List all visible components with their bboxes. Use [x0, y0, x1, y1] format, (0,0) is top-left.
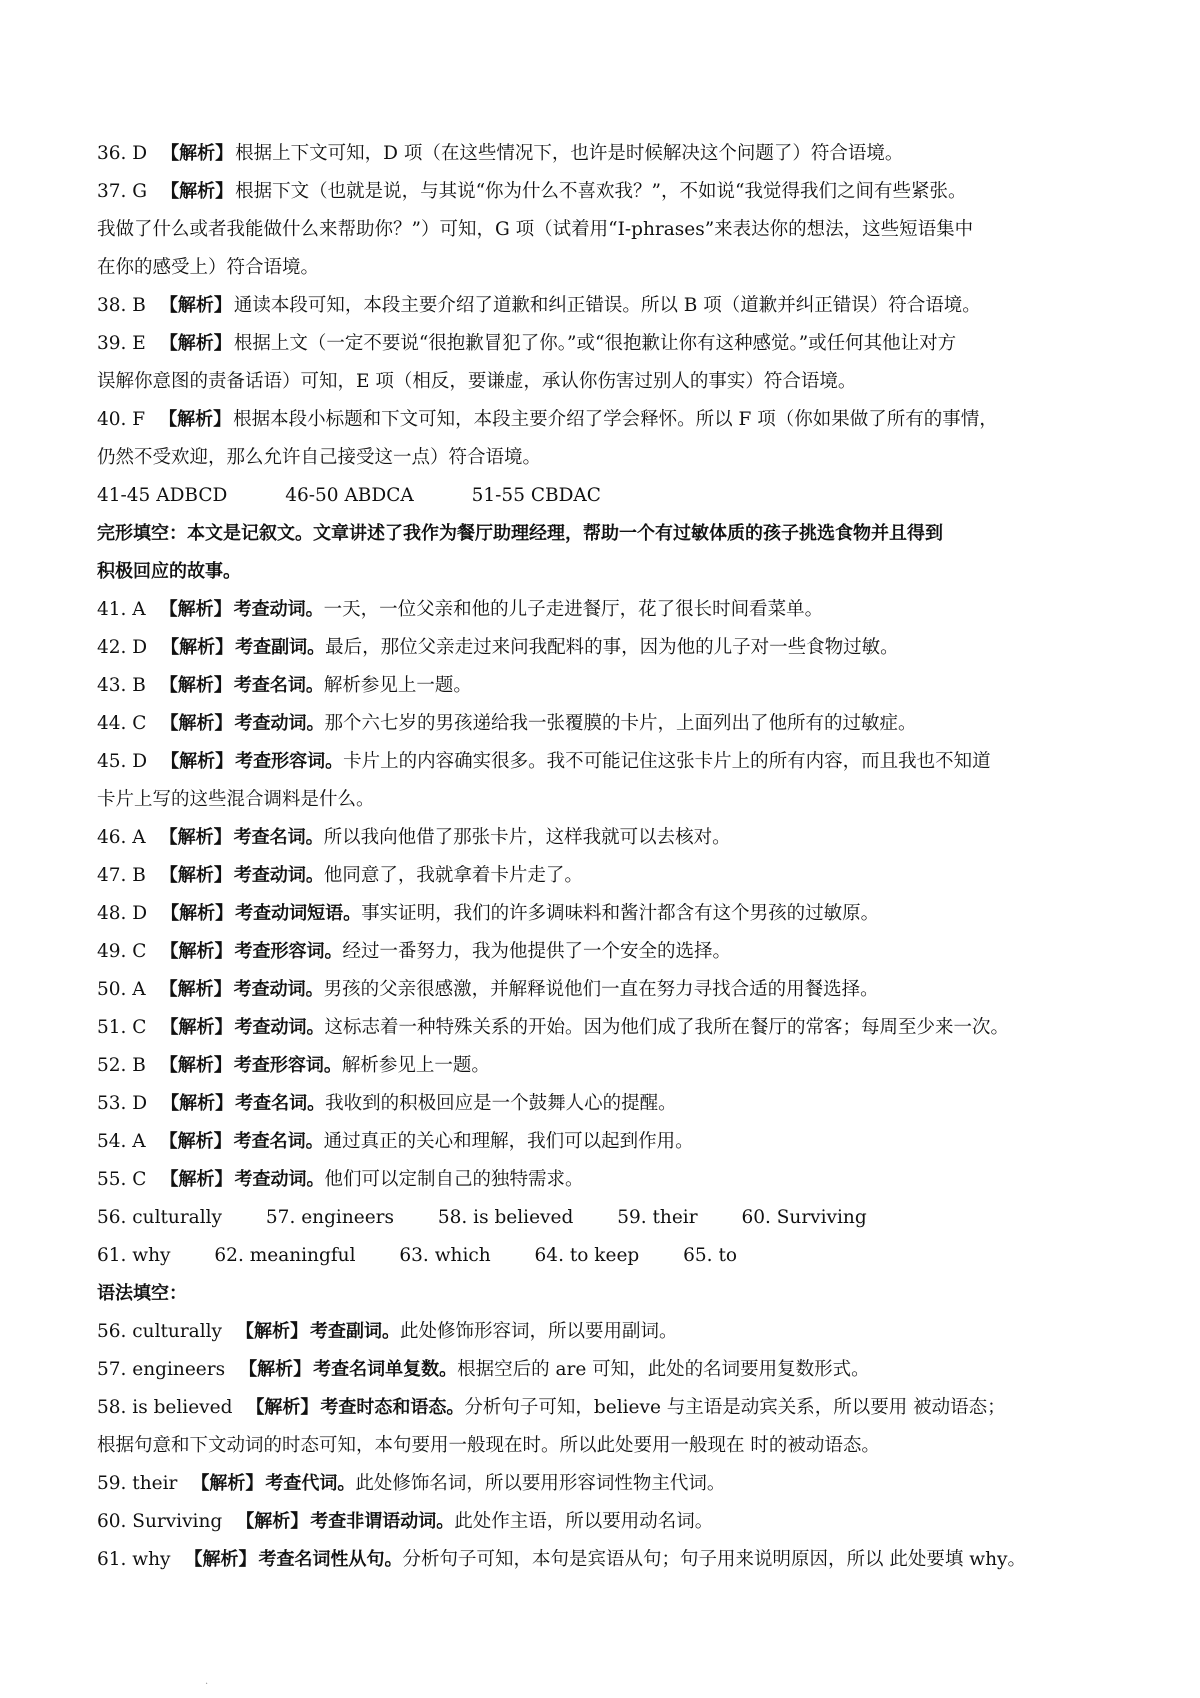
- explanation-item: [97, 819, 1107, 857]
- explanation-first-line: [97, 895, 1107, 933]
- analysis-tag: 【解析】: [159, 409, 232, 430]
- explanation-continuation-line: [97, 363, 1107, 401]
- analysis-tag: 【解析】: [159, 333, 232, 354]
- analysis-tag: 【解析】: [191, 1473, 264, 1494]
- grammar-answer: 57. engineers: [265, 1207, 394, 1228]
- analysis-tag: 【解析】: [236, 1321, 309, 1342]
- grammar-answer: 58. is believed: [437, 1207, 574, 1228]
- grammar-answers-row-1: [97, 1199, 1107, 1237]
- explanation-first-line: [97, 629, 1107, 667]
- answer-number: 52. B: [97, 1055, 146, 1076]
- explanation-first-line: [97, 705, 1107, 743]
- explanation-first-line: [97, 1541, 1107, 1579]
- explanation-text: 解析参见上一题。: [323, 675, 472, 696]
- answer-number: 54. A: [97, 1131, 146, 1152]
- explanation-text: 男孩的父亲很感激，并解释说他们一直在努力寻找合适的用餐选择。: [323, 979, 879, 1000]
- analysis-tag: 【解析】: [159, 865, 232, 886]
- answer-number: 38. B: [97, 295, 146, 316]
- cloze-answers-row: [97, 477, 1107, 515]
- answer-number: 51. C: [97, 1017, 147, 1038]
- analysis-tag: 【解析】: [239, 1359, 312, 1380]
- explanation-item: [97, 1465, 1107, 1503]
- cloze-answer-group: 46-50 ABDCA: [285, 485, 414, 506]
- knowledge-point: 考查名词。: [235, 1093, 326, 1114]
- reading-seven-choose-five-section: [97, 135, 1107, 477]
- knowledge-point: 考查名词性从句。: [258, 1549, 403, 1570]
- explanation-text: 此处修饰名词，所以要用形容词性物主代词。: [355, 1473, 726, 1494]
- answer-number: 53. D: [97, 1093, 148, 1114]
- explanation-item: [97, 971, 1107, 1009]
- analysis-tag: 【解析】: [159, 675, 232, 696]
- answer-number: 47. B: [97, 865, 146, 886]
- analysis-tag: 【解析】: [159, 827, 232, 848]
- answer-number: 58. is believed: [97, 1397, 233, 1418]
- grammar-answer: 61. why: [97, 1245, 171, 1266]
- analysis-tag: 【解析】: [161, 1093, 234, 1114]
- explanation-first-line: [97, 667, 1107, 705]
- explanation-text: 解析参见上一题。: [341, 1055, 490, 1076]
- explanation-continuation-line: [97, 439, 1107, 477]
- explanation-item: [97, 705, 1107, 743]
- answer-key-content: [97, 135, 1107, 1579]
- explanation-first-line: [97, 1085, 1107, 1123]
- explanation-text: 我做了什么或者我能做什么来帮助你？”）可知，G 项（试着用“I-phrases”来表达你的想法，这些短语集中: [97, 219, 974, 240]
- cloze-intro-line-2: 积极回应的故事。: [97, 561, 241, 582]
- explanation-first-line: [97, 1503, 1107, 1541]
- knowledge-point: 考查动词。: [233, 979, 324, 1000]
- explanation-text: 根据句意和下文动词的时态可知，本句要用一般现在时。所以此处要用一般现在 时的被动语态。: [97, 1435, 880, 1456]
- footer-mark: .: [205, 1676, 209, 1687]
- analysis-tag: 【解析】: [160, 1169, 233, 1190]
- cloze-answer-group: 41-45 ADBCD: [97, 485, 228, 506]
- analysis-tag: 【解析】: [161, 751, 234, 772]
- analysis-tag: 【解析】: [159, 1131, 232, 1152]
- grammar-answer: 64. to keep: [534, 1245, 640, 1266]
- answer-number: 36. D: [97, 143, 148, 164]
- explanation-item: [97, 1009, 1107, 1047]
- answer-number: 61. why: [97, 1549, 171, 1570]
- explanation-item: [97, 1085, 1107, 1123]
- explanation-item: [97, 1123, 1107, 1161]
- explanation-text: 根据空后的 are 可知，此处的名词要用复数形式。: [457, 1359, 870, 1380]
- answer-number: 55. C: [97, 1169, 147, 1190]
- knowledge-point: 考查动词。: [233, 865, 324, 886]
- explanation-item: [97, 1161, 1107, 1199]
- explanation-text: 在你的感受上）符合语境。: [97, 257, 320, 278]
- answer-number: 46. A: [97, 827, 146, 848]
- answer-number: 39. E: [97, 333, 146, 354]
- explanation-continuation-line: [97, 781, 1107, 819]
- analysis-tag: 【解析】: [159, 1055, 232, 1076]
- knowledge-point: 考查动词。: [233, 599, 324, 620]
- explanation-text: 所以我向他借了那张卡片，这样我就可以去核对。: [323, 827, 731, 848]
- grammar-answer: 65. to: [683, 1245, 738, 1266]
- knowledge-point: 考查名词。: [233, 1131, 324, 1152]
- knowledge-point: 考查非谓语动词。: [310, 1511, 455, 1532]
- explanation-text: 分析句子可知，本句是宾语从句；句子用来说明原因，所以 此处要填 why。: [402, 1549, 1026, 1570]
- cloze-intro-line-1: 完形填空：本文是记叙文。文章讲述了我作为餐厅助理经理，帮助一个有过敏体质的孩子挑选食物并且得到: [97, 523, 943, 544]
- explanation-text: 经过一番努力，我为他提供了一个安全的选择。: [342, 941, 731, 962]
- explanation-text: 根据上文（一定不要说“很抱歉冒犯了你。”或“很抱歉让你有这种感觉。”或任何其他让对方: [233, 333, 957, 354]
- explanation-first-line: [97, 591, 1107, 629]
- analysis-tag: 【解析】: [161, 143, 234, 164]
- explanation-item: [97, 857, 1107, 895]
- explanation-item: [97, 173, 1107, 287]
- grammar-answer: 60. Surviving: [741, 1207, 867, 1228]
- explanation-text: 仍然不受欢迎，那么允许自己接受这一点）符合语境。: [97, 447, 542, 468]
- analysis-tag: 【解析】: [161, 637, 234, 658]
- explanation-first-line: [97, 857, 1107, 895]
- explanation-continuation-line: [97, 1427, 1107, 1465]
- explanation-first-line: [97, 287, 1107, 325]
- explanation-first-line: [97, 1161, 1107, 1199]
- explanation-item: [97, 1313, 1107, 1351]
- knowledge-point: 考查代词。: [265, 1473, 356, 1494]
- analysis-tag: 【解析】: [160, 713, 233, 734]
- analysis-tag: 【解析】: [161, 903, 234, 924]
- explanation-first-line: [97, 971, 1107, 1009]
- explanation-text: 这标志着一种特殊关系的开始。因为他们成了我所在餐厅的常客；每周至少来一次。: [324, 1017, 1009, 1038]
- answer-number: 50. A: [97, 979, 146, 1000]
- analysis-tag: 【解析】: [159, 295, 232, 316]
- answer-number: 37. G: [97, 181, 148, 202]
- grammar-answer: 59. their: [617, 1207, 698, 1228]
- explanation-item: [97, 591, 1107, 629]
- explanation-item: [97, 135, 1107, 173]
- explanation-first-line: [97, 1389, 1107, 1427]
- analysis-tag: 【解析】: [184, 1549, 257, 1570]
- explanation-item: [97, 629, 1107, 667]
- analysis-tag: 【解析】: [246, 1397, 319, 1418]
- grammar-answers-row-2: [97, 1237, 1107, 1275]
- explanation-text: 那个六七岁的男孩递给我一张覆膜的卡片，上面列出了他所有的过敏症。: [324, 713, 917, 734]
- analysis-tag: 【解析】: [159, 599, 232, 620]
- explanation-item: [97, 743, 1107, 819]
- explanation-item: [97, 895, 1107, 933]
- explanation-text: 他同意了，我就拿着卡片走了。: [323, 865, 583, 886]
- explanation-text: 根据上下文可知，D 项（在这些情况下，也许是时候解决这个问题了）符合语境。: [235, 143, 904, 164]
- grammar-heading: 语法填空：: [97, 1283, 187, 1304]
- explanation-item: [97, 325, 1107, 401]
- explanation-text: 根据本段小标题和下文可知，本段主要介绍了学会释怀。所以 F 项（你如果做了所有的事情，: [233, 409, 998, 430]
- explanation-text: 最后，那位父亲走过来问我配料的事，因为他的儿子对一些食物过敏。: [325, 637, 899, 658]
- cloze-answer-group: 51-55 CBDAC: [471, 485, 601, 506]
- explanation-first-line: [97, 933, 1107, 971]
- explanation-item: [97, 1503, 1107, 1541]
- analysis-tag: 【解析】: [161, 181, 234, 202]
- knowledge-point: 考查名词。: [233, 827, 324, 848]
- explanation-text: 卡片上写的这些混合调料是什么。: [97, 789, 375, 810]
- explanation-first-line: [97, 325, 1107, 363]
- explanation-item: [97, 1047, 1107, 1085]
- answer-number: 59. their: [97, 1473, 178, 1494]
- answer-number: 56. culturally: [97, 1321, 223, 1342]
- explanation-first-line: [97, 1313, 1107, 1351]
- explanation-item: [97, 287, 1107, 325]
- explanation-text: 通读本段可知，本段主要介绍了道歉和纠正错误。所以 B 项（道歉并纠正错误）符合语境。: [233, 295, 981, 316]
- explanation-text: 我收到的积极回应是一个鼓舞人心的提醒。: [325, 1093, 677, 1114]
- explanation-item: [97, 667, 1107, 705]
- analysis-tag: 【解析】: [160, 1017, 233, 1038]
- explanation-first-line: [97, 1047, 1107, 1085]
- explanation-continuation-line: [97, 249, 1107, 287]
- cloze-explanations-section: [97, 591, 1107, 1199]
- explanation-continuation-line: [97, 211, 1107, 249]
- knowledge-point: 考查形容词。: [233, 1055, 342, 1076]
- knowledge-point: 考查动词。: [234, 1017, 325, 1038]
- explanation-first-line: [97, 1465, 1107, 1503]
- explanation-text: 事实证明，我们的许多调味料和酱汁都含有这个男孩的过敏原。: [361, 903, 880, 924]
- explanation-item: [97, 1541, 1107, 1579]
- explanation-text: 他们可以定制自己的独特需求。: [324, 1169, 584, 1190]
- explanation-first-line: [97, 743, 1107, 781]
- analysis-tag: 【解析】: [159, 979, 232, 1000]
- explanation-text: 一天，一位父亲和他的儿子走进餐厅，花了很长时间看菜单。: [323, 599, 824, 620]
- answer-number: 41. A: [97, 599, 146, 620]
- grammar-answer: 56. culturally: [97, 1207, 223, 1228]
- explanation-first-line: [97, 401, 1107, 439]
- answer-number: 45. D: [97, 751, 148, 772]
- explanation-item: [97, 1389, 1107, 1465]
- explanation-first-line: [97, 1351, 1107, 1389]
- explanation-text: 根据下文（也就是说，与其说“你为什么不喜欢我？”，不如说“我觉得我们之间有些紧张。: [235, 181, 967, 202]
- knowledge-point: 考查时态和语态。: [320, 1397, 465, 1418]
- knowledge-point: 考查名词。: [233, 675, 324, 696]
- answer-number: 40. F: [97, 409, 146, 430]
- explanation-first-line: [97, 1009, 1107, 1047]
- grammar-explanations-section: [97, 1313, 1107, 1579]
- explanation-text: 此处作主语，所以要用动名词。: [454, 1511, 714, 1532]
- knowledge-point: 考查动词。: [234, 713, 325, 734]
- explanation-text: 误解你意图的责备话语）可知，E 项（相反，要谦虚，承认你伤害过别人的事实）符合语境。: [97, 371, 857, 392]
- answer-number: 48. D: [97, 903, 148, 924]
- knowledge-point: 考查副词。: [235, 637, 326, 658]
- knowledge-point: 考查动词短语。: [235, 903, 362, 924]
- explanation-text: 通过真正的关心和理解，我们可以起到作用。: [323, 1131, 694, 1152]
- answer-number: 44. C: [97, 713, 147, 734]
- explanation-first-line: [97, 173, 1107, 211]
- answer-number: 42. D: [97, 637, 148, 658]
- knowledge-point: 考查副词。: [310, 1321, 401, 1342]
- analysis-tag: 【解析】: [160, 941, 233, 962]
- answer-number: 43. B: [97, 675, 146, 696]
- answer-number: 57. engineers: [97, 1359, 226, 1380]
- explanation-first-line: [97, 135, 1107, 173]
- explanation-first-line: [97, 819, 1107, 857]
- answer-number: 49. C: [97, 941, 147, 962]
- answer-number: 60. Surviving: [97, 1511, 223, 1532]
- explanation-item: [97, 1351, 1107, 1389]
- explanation-text: 卡片上的内容确实很多。我不可能记住这张卡片上的所有内容，而且我也不知道: [343, 751, 991, 772]
- analysis-tag: 【解析】: [236, 1511, 309, 1532]
- explanation-first-line: [97, 1123, 1107, 1161]
- explanation-item: [97, 401, 1107, 477]
- knowledge-point: 考查形容词。: [234, 941, 343, 962]
- grammar-answer: 63. which: [399, 1245, 491, 1266]
- explanation-item: [97, 933, 1107, 971]
- knowledge-point: 考查名词单复数。: [313, 1359, 458, 1380]
- explanation-text: 分析句子可知，believe 与主语是动宾关系，所以要用 被动语态；: [464, 1397, 1006, 1418]
- explanation-text: 此处修饰形容词，所以要用副词。: [400, 1321, 678, 1342]
- knowledge-point: 考查形容词。: [235, 751, 344, 772]
- knowledge-point: 考查动词。: [234, 1169, 325, 1190]
- grammar-answer: 62. meaningful: [214, 1245, 356, 1266]
